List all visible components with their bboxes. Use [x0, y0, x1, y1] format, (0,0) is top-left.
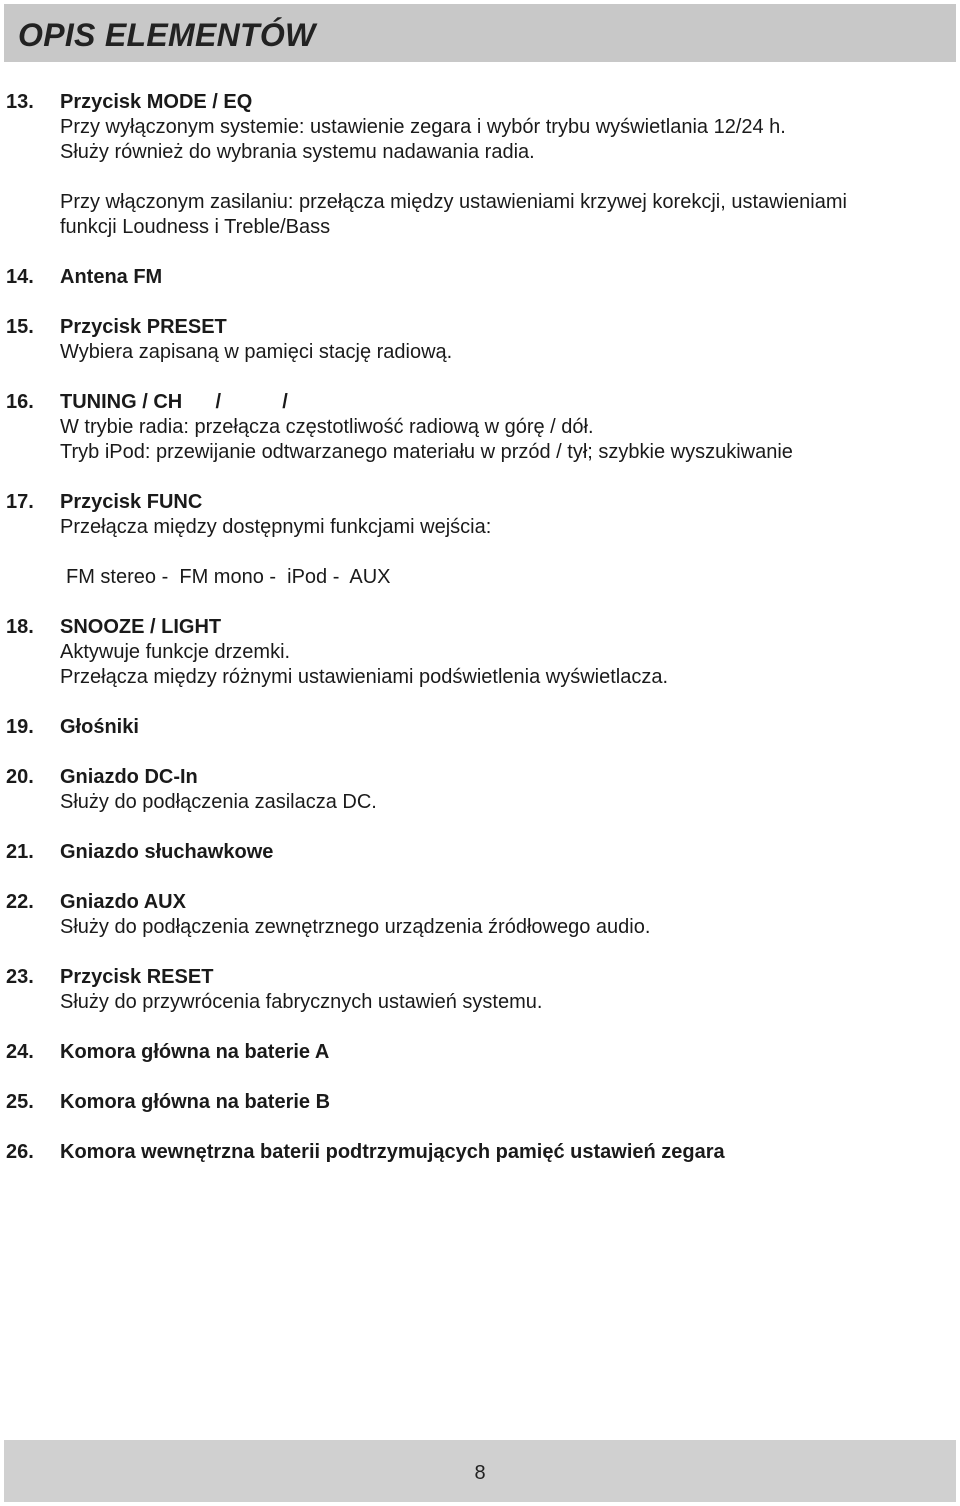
item-line: Przy włączonym zasilaniu: przełącza między ustawieniami krzywej korekcji, ustawieniami: [60, 191, 847, 213]
header-bar: [4, 4, 956, 62]
item-number: 19.: [6, 716, 34, 738]
item-title: Przycisk RESET: [60, 966, 214, 988]
item-title: SNOOZE / LIGHT: [60, 616, 222, 638]
item-title: Antena FM: [60, 266, 163, 288]
item-line: Wybiera zapisaną w pamięci stację radiową.: [60, 341, 453, 363]
item-line: Służy również do wybrania systemu nadawania radia.: [60, 141, 535, 163]
item-number: 22.: [6, 891, 34, 913]
item-title: Komora główna na baterie B: [60, 1091, 331, 1113]
item-title: Przycisk MODE / EQ: [60, 91, 253, 113]
item-line: W trybie radia: przełącza częstotliwość radiową w górę / dół.: [60, 416, 594, 438]
item-number: 23.: [6, 966, 34, 988]
item-line: Tryb iPod: przewijanie odtwarzanego materiału w przód / tył; szybkie wyszukiwanie: [60, 441, 793, 463]
item-number: 15.: [6, 316, 34, 338]
item-line: Służy do przywrócenia fabrycznych ustawień systemu.: [60, 991, 543, 1013]
item-title: Głośniki: [60, 716, 139, 738]
item-title: Komora główna na baterie A: [60, 1041, 330, 1063]
item-title: Gniazdo AUX: [60, 891, 186, 913]
item-line: Służy do podłączenia zewnętrznego urządzenia źródłowego audio.: [60, 916, 651, 938]
item-number: 24.: [6, 1041, 34, 1063]
item-line: Przełącza między różnymi ustawieniami podświetlenia wyświetlacza.: [60, 666, 669, 688]
item-line: Przy wyłączonym systemie: ustawienie zegara i wybór trybu wyświetlania 12/24 h.: [60, 116, 786, 138]
item-line: Aktywuje funkcje drzemki.: [60, 641, 291, 663]
item-number: 18.: [6, 616, 34, 638]
page-number: 8: [474, 1462, 486, 1484]
item-title: Komora wewnętrzna baterii podtrzymujących pamięć ustawień zegara: [60, 1141, 725, 1163]
item-number: 14.: [6, 266, 34, 288]
item-title: Gniazdo DC-In: [60, 766, 198, 788]
item-number: 21.: [6, 841, 34, 863]
page-title: OPIS ELEMENTÓW: [18, 17, 316, 53]
footer-bar: [4, 1440, 956, 1502]
item-number: 17.: [6, 491, 34, 513]
item-number: 26.: [6, 1141, 34, 1163]
input-sequence: FM stereo - FM mono - iPod - AUX: [66, 566, 391, 588]
item-number: 13.: [6, 91, 34, 113]
item-title: Gniazdo słuchawkowe: [60, 841, 274, 863]
item-number: 25.: [6, 1091, 34, 1113]
item-number: 16.: [6, 391, 34, 413]
item-line: Przełącza między dostępnymi funkcjami wejścia:: [60, 516, 492, 538]
item-title: Przycisk PRESET: [60, 316, 227, 338]
item-title: TUNING / CH / /: [60, 391, 288, 413]
item-line: funkcji Loudness i Treble/Bass: [60, 216, 331, 238]
item-number: 20.: [6, 766, 34, 788]
item-line: Służy do podłączenia zasilacza DC.: [60, 791, 377, 813]
item-title: Przycisk FUNC: [60, 491, 203, 513]
